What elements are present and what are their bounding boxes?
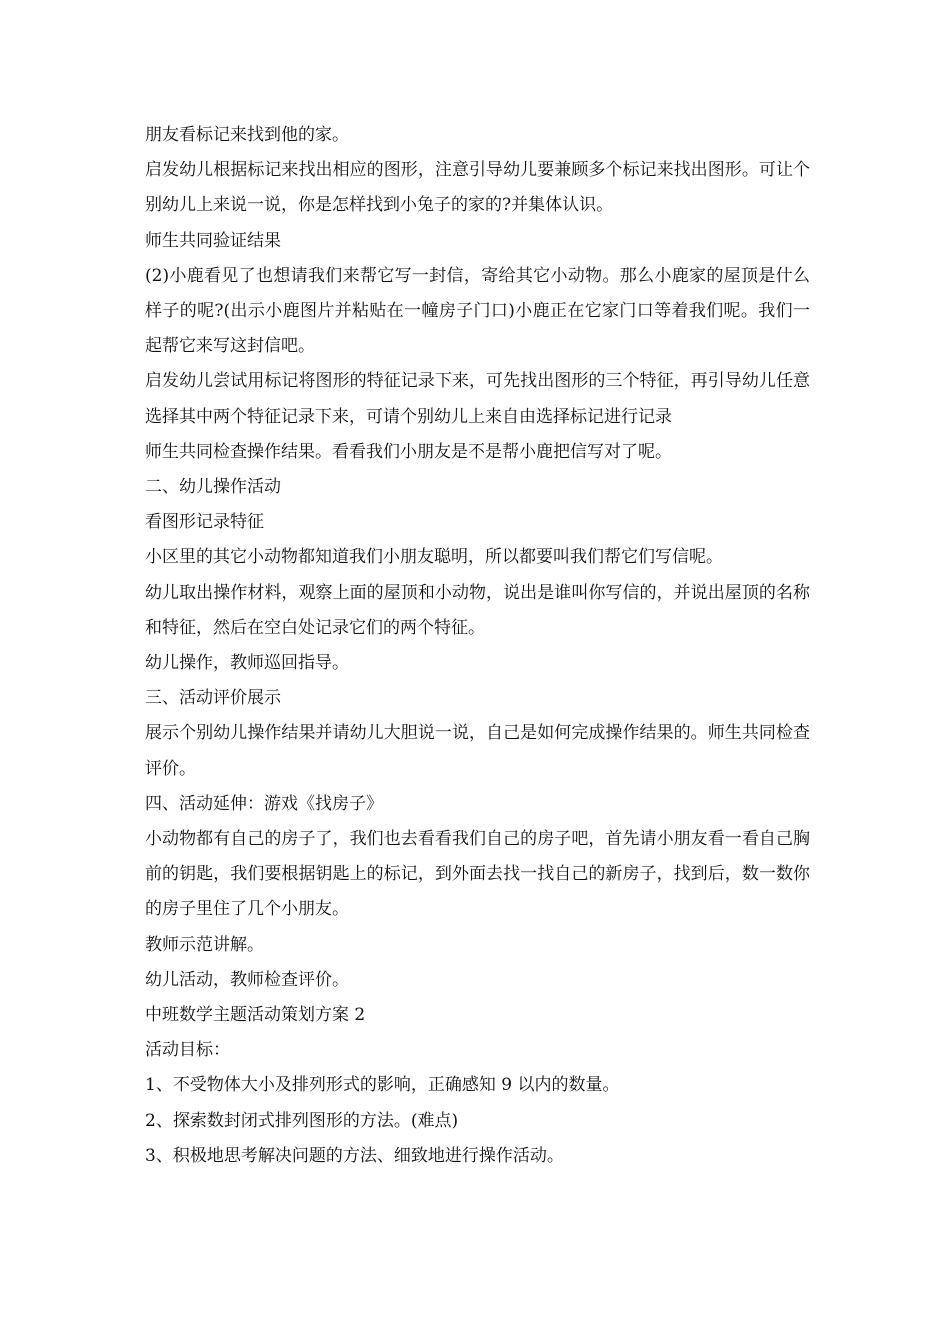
objectives-heading: 活动目标： bbox=[145, 1040, 230, 1061]
document-body bbox=[145, 118, 810, 1174]
objective-1: 1、不受物体大小及排列形式的影响，正确感知 9 以内的数量。 bbox=[145, 1075, 620, 1096]
section-heading-4: 四、活动延伸：游戏《找房子》 bbox=[145, 793, 383, 814]
paragraph-13: 展示个别幼儿操作结果并请幼儿大胆说一说，自己是如何完成操作结果的。师生共同检查评价。 bbox=[145, 723, 810, 779]
objective-2: 2、探索数封闭式排列图形的方法。(难点) bbox=[145, 1110, 459, 1131]
paragraph-15: 小动物都有自己的房子了，我们也去看看我们自己的房子吧，首先请小朋友看一看自己胸前的钥匙，我们要根据钥匙上的标记，到外面去找一找自己的新房子，找到后，数一数你的房子里住了几个小朋友。 bbox=[145, 829, 810, 920]
paragraph-5: 启发幼儿尝试用标记将图形的特征记录下来，可先找出图形的三个特征，再引导幼儿任意选择其中两个特征记录下来，可请个别幼儿上来自由选择标记进行记录 bbox=[145, 371, 810, 427]
paragraph-8: 看图形记录特征 bbox=[145, 512, 264, 533]
paragraph-17: 幼儿活动，教师检查评价。 bbox=[145, 969, 349, 990]
section-heading-3: 三、活动评价展示 bbox=[145, 688, 281, 709]
paragraph-4: (2)小鹿看见了也想请我们来帮它写一封信，寄给其它小动物。那么小鹿家的屋顶是什么样子的呢?(出示小鹿图片并粘贴在一幢房子门口)小鹿正在它家门口等着我们呢。我们一起帮它来写这封信吧。 bbox=[145, 265, 810, 357]
paragraph-16: 教师示范讲解。 bbox=[145, 934, 264, 955]
paragraph-1: 朋友看标记来找到他的家。 bbox=[145, 125, 349, 145]
paragraph-9: 小区里的其它小动物都知道我们小朋友聪明，所以都要叫我们帮它们写信呢。 bbox=[145, 547, 723, 568]
paragraph-6: 师生共同检查操作结果。看看我们小朋友是不是帮小鹿把信写对了呢。 bbox=[145, 441, 672, 462]
paragraph-3: 师生共同验证结果 bbox=[145, 230, 281, 251]
paragraph-10: 幼儿取出操作材料，观察上面的屋顶和小动物，说出是谁叫你写信的，并说出屋顶的名称和特征，然后在空白处记录它们的两个特征。 bbox=[145, 582, 810, 638]
section-heading-2: 二、幼儿操作活动 bbox=[145, 477, 281, 498]
paragraph-2: 启发幼儿根据标记来找出相应的图形，注意引导幼儿要兼顾多个标记来找出图形。可让个别幼儿上来说一说，你是怎样找到小兔子的家的?并集体认识。 bbox=[145, 160, 810, 216]
objective-3: 3、积极地思考解决问题的方法、细致地进行操作活动。 bbox=[145, 1145, 564, 1166]
paragraph-11: 幼儿操作，教师巡回指导。 bbox=[145, 653, 349, 674]
plan-title: 中班数学主题活动策划方案 2 bbox=[145, 1005, 366, 1026]
